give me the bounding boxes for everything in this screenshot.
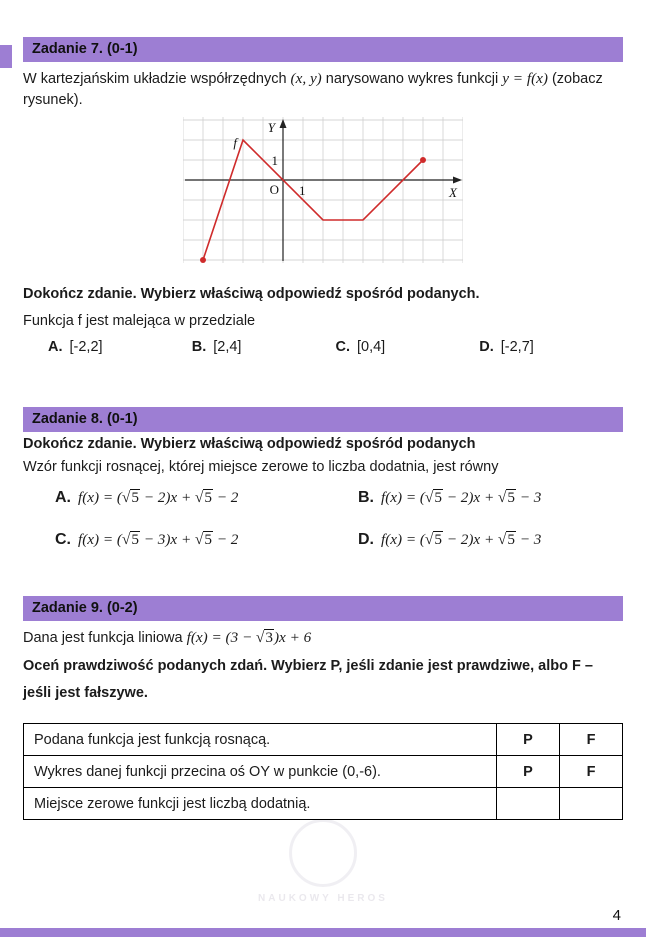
svg-text:f: f bbox=[233, 135, 237, 150]
task7-options bbox=[23, 339, 623, 355]
page-content bbox=[0, 37, 646, 820]
option-letter: A. bbox=[48, 339, 63, 355]
f-cell: F bbox=[560, 724, 623, 756]
sqrt-icon: √ bbox=[195, 531, 204, 548]
statement-cell: Podana funkcja jest funkcją rosnącą. bbox=[24, 724, 497, 756]
option-value: [-2,7] bbox=[500, 339, 534, 355]
option-letter: D. bbox=[358, 531, 374, 548]
footer-accent-bar bbox=[0, 928, 646, 937]
answer-option-a bbox=[55, 489, 358, 507]
task9-header: Zadanie 9. (0-2) bbox=[23, 596, 623, 621]
f-cell: F bbox=[560, 756, 623, 788]
watermark-emblem-icon bbox=[289, 819, 357, 887]
option-formula: f(x) = (√5 − 2)x + √5 − 3 bbox=[381, 489, 542, 506]
task8-header: Zadanie 8. (0-1) bbox=[23, 407, 623, 432]
svg-text:1: 1 bbox=[299, 183, 306, 198]
option-letter: B. bbox=[358, 489, 374, 506]
table-row bbox=[24, 724, 623, 756]
option-formula: f(x) = (√5 − 3)x + √5 − 2 bbox=[78, 531, 239, 548]
option-letter: C. bbox=[55, 531, 71, 548]
true-false-table bbox=[23, 723, 623, 820]
answer-option-c bbox=[55, 531, 358, 549]
p-cell: P bbox=[497, 756, 560, 788]
function-graph bbox=[183, 117, 463, 263]
page-number: 4 bbox=[612, 907, 621, 924]
sqrt-icon: √ bbox=[195, 489, 204, 506]
function-graph-figure bbox=[23, 117, 623, 268]
option-formula: f(x) = (√5 − 2)x + √5 − 3 bbox=[381, 531, 542, 548]
task7-question: Funkcja f jest malejąca w przedziale bbox=[23, 313, 256, 329]
watermark bbox=[258, 819, 388, 904]
task9-instruction: Oceń prawdziwość podanych zdań. Wybierz P, jeśli zdanie jest prawdziwe, albo F – jeśli jest fałszywe. bbox=[23, 658, 593, 701]
f-cell bbox=[560, 788, 623, 820]
task7-header: Zadanie 7. (0-1) bbox=[23, 37, 623, 62]
task7-intro-math-xy: (x, y) bbox=[290, 70, 322, 87]
option-value: [0,4] bbox=[357, 339, 386, 355]
task7-intro-text: W kartezjańskim układzie współrzędnych bbox=[23, 71, 291, 87]
task9-given-formula: f(x) = (3 − √3)x + 6 bbox=[186, 629, 312, 646]
p-cell bbox=[497, 788, 560, 820]
sqrt-icon: √ bbox=[498, 531, 507, 548]
p-cell: P bbox=[497, 724, 560, 756]
task7-intro-text: (zobacz rysunek). bbox=[23, 71, 603, 108]
table-row bbox=[24, 788, 623, 820]
svg-text:Y: Y bbox=[267, 120, 275, 135]
sqrt-icon: √ bbox=[424, 489, 434, 506]
sqrt-icon: √ bbox=[121, 531, 131, 548]
task9-given-text: Dana jest funkcja liniowa bbox=[23, 630, 187, 646]
task8-instruction: Dokończ zdanie. Wybierz właściwą odpowiedź spośród podanych bbox=[23, 436, 476, 452]
answer-option-d bbox=[479, 339, 623, 355]
task8-question: Wzór funkcji rosnącej, której miejsce zerowe to liczba dodatnia, jest równy bbox=[23, 459, 499, 475]
svg-text:1: 1 bbox=[271, 153, 278, 168]
task7-instruction: Dokończ zdanie. Wybierz właściwą odpowiedź spośród podanych. bbox=[23, 286, 480, 302]
task7-intro bbox=[23, 68, 623, 111]
sqrt-icon: √ bbox=[121, 489, 131, 506]
task7-intro-math-fx: y = f(x) bbox=[502, 70, 548, 87]
statement-cell: Wykres danej funkcji przecina oś OY w punkcie (0,-6). bbox=[24, 756, 497, 788]
table-row bbox=[24, 756, 623, 788]
answer-option-a bbox=[48, 339, 192, 355]
option-value: [2,4] bbox=[213, 339, 242, 355]
task8-options bbox=[23, 489, 623, 549]
statement-cell: Miejsce zerowe funkcji jest liczbą dodatnią. bbox=[24, 788, 497, 820]
option-formula: f(x) = (√5 − 2)x + √5 − 2 bbox=[78, 489, 239, 506]
answer-option-c bbox=[336, 339, 480, 355]
task9-given bbox=[23, 629, 623, 647]
answer-option-d bbox=[358, 531, 623, 549]
option-letter: A. bbox=[55, 489, 71, 506]
task7-intro-text: narysowano wykres funkcji bbox=[321, 71, 503, 87]
sqrt-icon: √ bbox=[256, 629, 265, 646]
svg-text:O: O bbox=[269, 182, 279, 197]
answer-option-b bbox=[192, 339, 336, 355]
option-letter: D. bbox=[479, 339, 494, 355]
sqrt-icon: √ bbox=[498, 489, 507, 506]
answer-option-b bbox=[358, 489, 623, 507]
sqrt-icon: √ bbox=[424, 531, 434, 548]
watermark-text: NAUKOWY HEROS bbox=[258, 893, 388, 904]
option-letter: B. bbox=[191, 339, 207, 355]
option-value: [-2,2] bbox=[69, 339, 103, 355]
option-letter: C. bbox=[335, 339, 350, 355]
svg-text:X: X bbox=[449, 185, 457, 200]
